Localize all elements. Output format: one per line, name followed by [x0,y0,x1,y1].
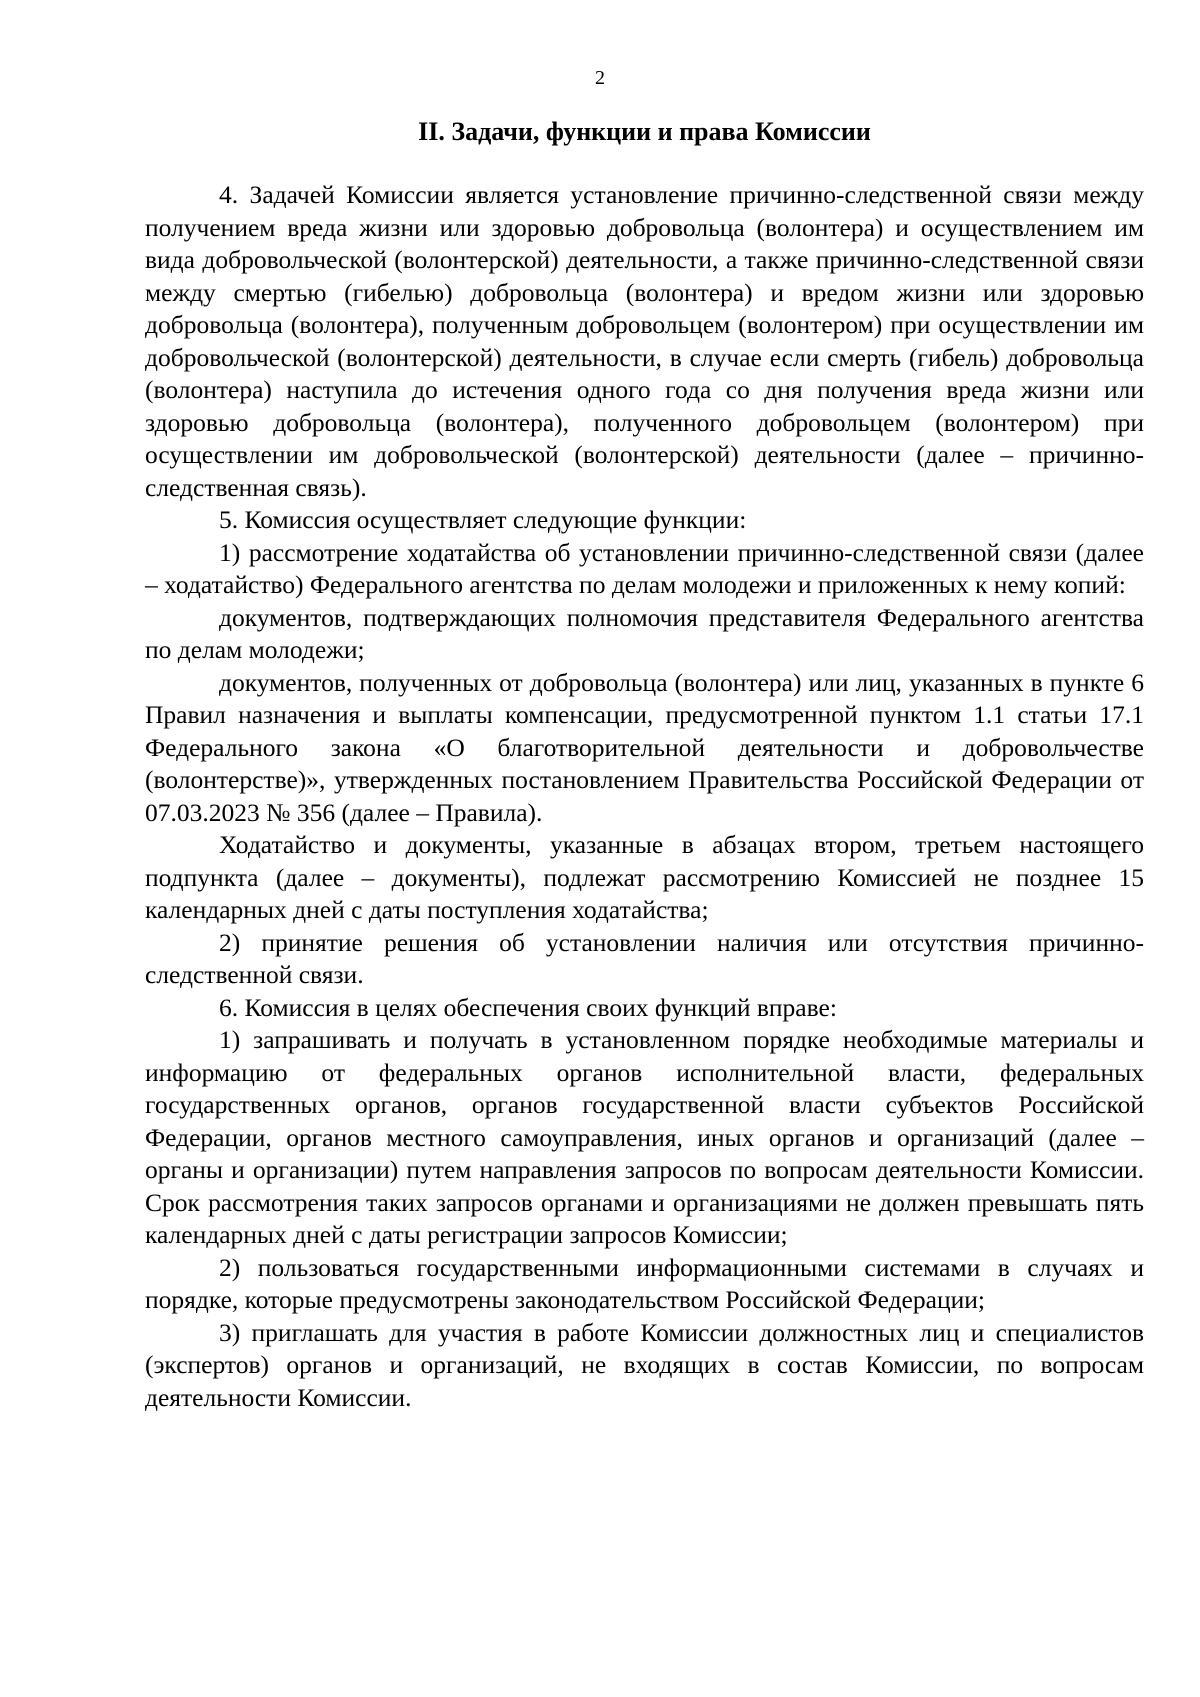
paragraph-4-task: 4. Задачей Комиссии является установление причинно-следственной связи между получением вреда жизни или здоровью добровольца (волонтера) и осуществлением им вида добровольческой (волонтерской) деятельности, а также причинно-следственной связи между смертью (гибелью) добровольца (волонтера) и вредом жизни или здоровью добровольца (волонтера), полученным добровольцем (волонтером) при осуществлении им добровольческой (волонтерской) деятельности, в случае если смерть (гибель) добровольца (волонтера) наступила до истечения одного года со дня получения вреда жизни или здоровью добровольца (волонтера), полученного добровольцем (волонтером) при осуществлении им добровольческой (волонтерской) деятельности (далее – причинно-следственная связь). [145,180,1144,502]
paragraph-5-functions: 5. Комиссия осуществляет следующие функции: [219,505,747,534]
paragraph-5-2-decision: 2) принятие решения об установлении наличия или отсутствия причинно-следственной связи. [145,927,1144,989]
section-title: II. Задачи, функции и права Комиссии [418,117,871,146]
paragraph-6-2-info-systems: 2) пользоваться государственными информационными системами в случаях и порядке, которые предусмотрены законодательством Российской Федерации; [145,1252,1144,1314]
paragraph-5-1-deadline: Ходатайство и документы, указанные в абзацах втором, третьем настоящего подпункта (далее – документы), подлежат рассмотрению Комиссией не позднее 15 календарных дней с даты поступления ходатайства; [145,830,1144,924]
paragraph-5-1-representative-docs: документов, подтверждающих полномочия представителя Федерального агентства по делам молодежи; [145,602,1144,664]
paragraph-6-rights: 6. Комиссия в целях обеспечения своих функций вправе: [219,992,837,1022]
page-number: 2 [595,67,605,89]
paragraph-5-1-review: 1) рассмотрение ходатайства об установлении причинно-следственной связи (далее – ходатайство) Федерального агентства по делам молодежи и приложенных к нему копий: [145,537,1144,599]
document-body [145,179,1144,1414]
paragraph-5-1-volunteer-docs: документов, полученных от добровольца (волонтера) или лиц, указанных в пункте 6 Правил назначения и выплаты компенсации, предусмотренной пунктом 1.1 статьи 17.1 Федерального закона «О благотворительной деятельности и добровольчестве (волонтерстве)», утвержденных постановлением Правительства Российской Федерации от 07.03.2023 № 356 (далее – Правила). [145,667,1144,827]
paragraph-6-1-requests: 1) запрашивать и получать в установленном порядке необходимые материалы и информацию от федеральных органов исполнительной власти, федеральных государственных органов, органов государственной власти субъектов Российской Федерации, органов местного самоуправления, иных органов и организаций (далее – органы и организации) путем направления запросов по вопросам деятельности Комиссии. Срок рассмотрения таких запросов органами и организациями не должен превышать пять календарных дней с даты регистрации запросов Комиссии; [145,1025,1144,1249]
paragraph-6-3-invite-experts: 3) приглашать для участия в работе Комиссии должностных лиц и специалистов (экспертов) органов и организаций, не входящих в состав Комиссии, по вопросам деятельности Комиссии. [145,1317,1144,1412]
